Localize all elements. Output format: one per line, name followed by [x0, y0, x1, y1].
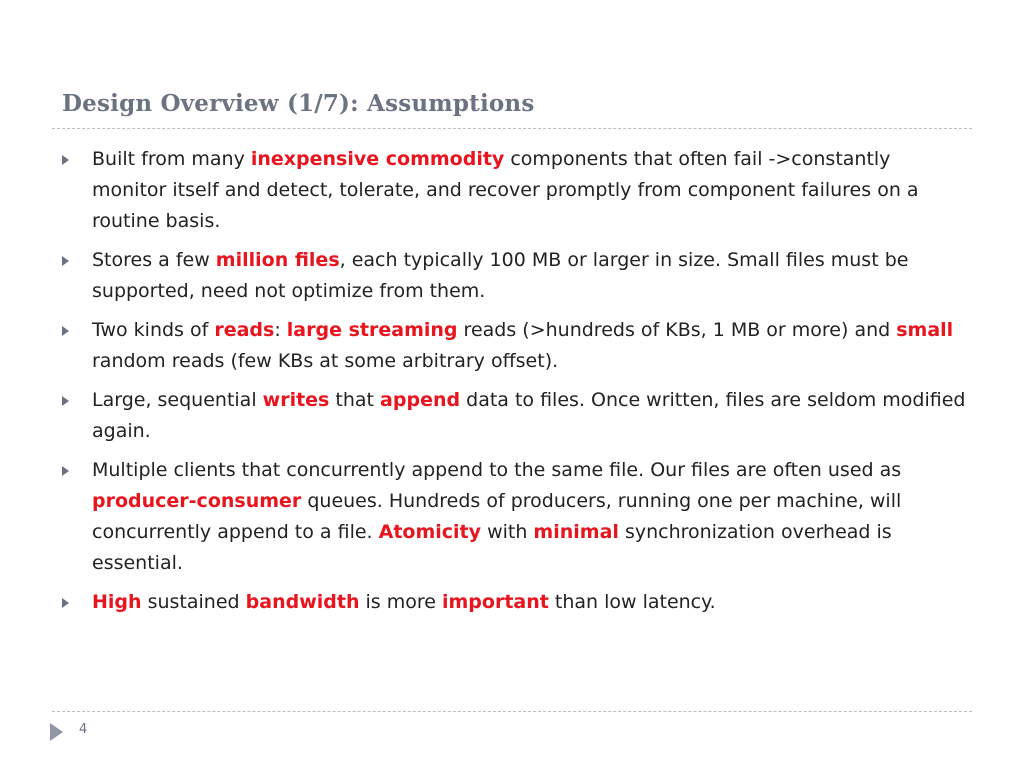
bullet-text: reads (>hundreds of KBs, 1 MB or more) and: [457, 319, 897, 341]
bullet-item: [62, 245, 967, 307]
highlighted-term: million files: [215, 249, 340, 271]
highlighted-term: minimal: [533, 521, 619, 543]
footer-divider: [52, 711, 972, 712]
bullet-text: queues. Hundreds of producers, running one per machine, will concurrently append to a file.: [92, 490, 902, 543]
highlighted-term: Atomicity: [378, 521, 482, 543]
bullet-arrow-icon: [62, 256, 69, 266]
highlighted-term: reads: [214, 319, 275, 341]
bullet-text: Two kinds of: [92, 319, 215, 341]
page-number: 4: [79, 722, 88, 737]
highlighted-term: High: [92, 591, 142, 613]
bullet-text: random reads (few KBs at some arbitrary offset).: [92, 350, 559, 372]
bullet-item: [62, 144, 967, 237]
bullet-arrow-icon: [62, 598, 69, 608]
slide-title: Design Overview (1/7): Assumptions: [62, 90, 535, 117]
bullet-text: Built from many: [92, 148, 251, 170]
bullet-text: data to files. Once written, files are seldom modified again.: [92, 389, 966, 442]
bullet-text: than low latency.: [548, 591, 716, 613]
highlighted-term: bandwidth: [245, 591, 360, 613]
highlighted-term: inexpensive commodity: [250, 148, 505, 170]
highlighted-term: producer-consumer: [92, 490, 302, 512]
bullet-text: with: [481, 521, 534, 543]
bullet-text: Multiple clients that concurrently append to the same file. Our files are often used as: [92, 459, 902, 481]
bullet-text: that: [329, 389, 381, 411]
bullet-list: [62, 144, 967, 626]
highlighted-term: small: [896, 319, 954, 341]
bullet-text: sustained: [141, 591, 246, 613]
highlighted-term: append: [380, 389, 461, 411]
bullet-text: :: [274, 319, 287, 341]
highlighted-term: writes: [262, 389, 330, 411]
highlighted-term: large streaming: [286, 319, 458, 341]
bullet-item: [62, 315, 967, 377]
bullet-item: [62, 587, 967, 618]
bullet-text: , each typically 100 MB or larger in size. Small files must be supported, need not optimize from them.: [92, 249, 909, 302]
bullet-item: [62, 455, 967, 579]
bullet-arrow-icon: [62, 326, 69, 336]
bullet-arrow-icon: [62, 396, 69, 406]
footer-arrow-icon: [50, 723, 63, 741]
bullet-text: synchronization overhead is essential.: [92, 521, 892, 574]
bullet-text: Large, sequential: [92, 389, 263, 411]
bullet-arrow-icon: [62, 466, 69, 476]
bullet-text: components that often fail ->constantly monitor itself and detect, tolerate, and recover promptly from component failures on a routine basis.: [92, 148, 919, 232]
bullet-text: is more: [359, 591, 442, 613]
highlighted-term: important: [441, 591, 549, 613]
title-divider: [52, 128, 972, 129]
bullet-item: [62, 385, 967, 447]
bullet-arrow-icon: [62, 155, 69, 165]
bullet-text: Stores a few: [92, 249, 216, 271]
